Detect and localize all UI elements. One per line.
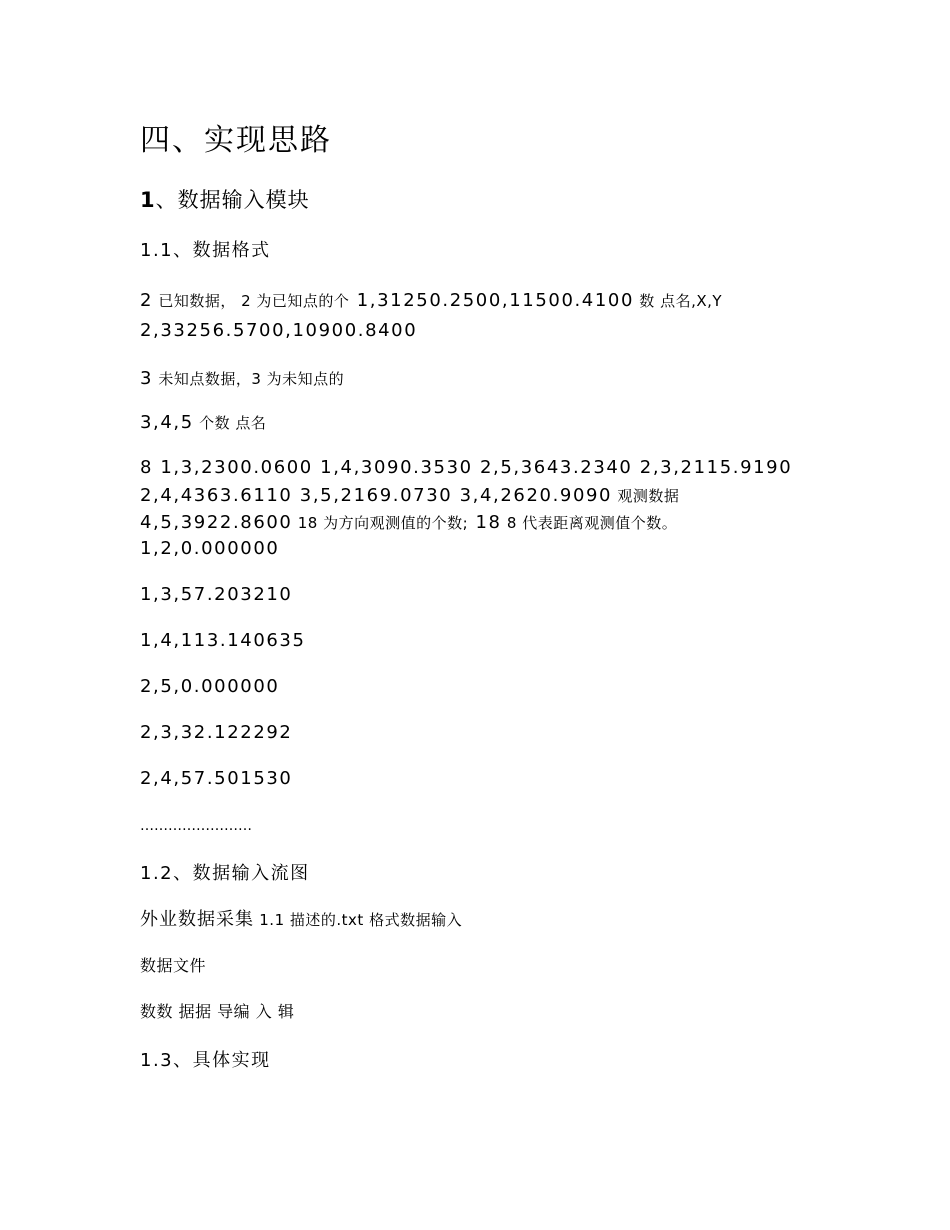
observation-line-3-note-1: 18 为方向观测值的个数;: [292, 514, 469, 532]
subsection-1-3-title: 1.3、具体实现: [140, 1050, 271, 1071]
unknown-data-line-1: [140, 370, 344, 388]
known-shu: 数: [634, 292, 655, 310]
flow-data-file: 数据文件: [140, 956, 207, 975]
subsection-1-number: 1: [140, 188, 156, 212]
observation-line-2-label: 观测数据: [612, 487, 680, 505]
observation-line-3-note-2: 8 代表距离观测值个数。: [501, 514, 678, 532]
direction-value-row: 1,3,57.203210: [140, 584, 293, 605]
known-fields: 点名,X,Y: [654, 292, 723, 310]
flow-import-edit: 数数 据据 导编 入 辑: [140, 1002, 295, 1021]
subsection-1-text: 、数据输入模块: [155, 188, 310, 212]
observation-line-3-data: 4,5,3922.8600: [140, 512, 293, 533]
subsection-1-2-title: 1.2、数据输入流图: [140, 863, 310, 884]
direction-value-row: 1,2,0.000000: [140, 538, 280, 559]
subsection-1-title: [140, 190, 310, 211]
observation-line-2-data: 2,4,4363.6110 3,5,2169.0730 3,4,2620.9090: [140, 485, 613, 506]
ellipsis: ……………………: [140, 818, 252, 834]
subsection-1-1-title: 1.1、数据格式: [140, 240, 271, 261]
known-count: 2: [140, 290, 154, 311]
unknown-label: 个数 点名: [193, 414, 267, 432]
direction-value-row: 1,4,113.140635: [140, 630, 306, 651]
observation-line-2: [140, 487, 679, 505]
known-data-line-1: [140, 292, 722, 310]
section-heading: 四、实现思路: [140, 123, 332, 158]
known-data-line-2: 2,33256.5700,10900.8400: [140, 320, 418, 341]
unknown-desc: 未知点数据，3 为未知点的: [153, 370, 345, 388]
unknown-points: 3,4,5: [140, 412, 194, 433]
flow-txt-input: 1.1 描述的.txt 格式数据输入: [254, 911, 463, 929]
flow-field-collection: 外业数据采集: [140, 909, 254, 930]
flow-line-1: [140, 911, 462, 929]
direction-value-row: 2,4,57.501530: [140, 768, 293, 789]
observation-line-1: 8 1,3,2300.0600 1,4,3090.3530 2,5,3643.2340 2,3,2115.9190: [140, 457, 793, 478]
observation-line-3: [140, 514, 677, 532]
known-desc: 已知数据， 2 为已知点的个: [153, 292, 350, 310]
unknown-count: 3: [140, 368, 154, 389]
known-point-1: 1,31250.2500,11500.4100: [349, 290, 635, 311]
unknown-data-line-2: [140, 414, 266, 432]
observation-line-3-num: 18: [468, 512, 502, 533]
direction-value-row: 2,5,0.000000: [140, 676, 280, 697]
direction-value-row: 2,3,32.122292: [140, 722, 293, 743]
